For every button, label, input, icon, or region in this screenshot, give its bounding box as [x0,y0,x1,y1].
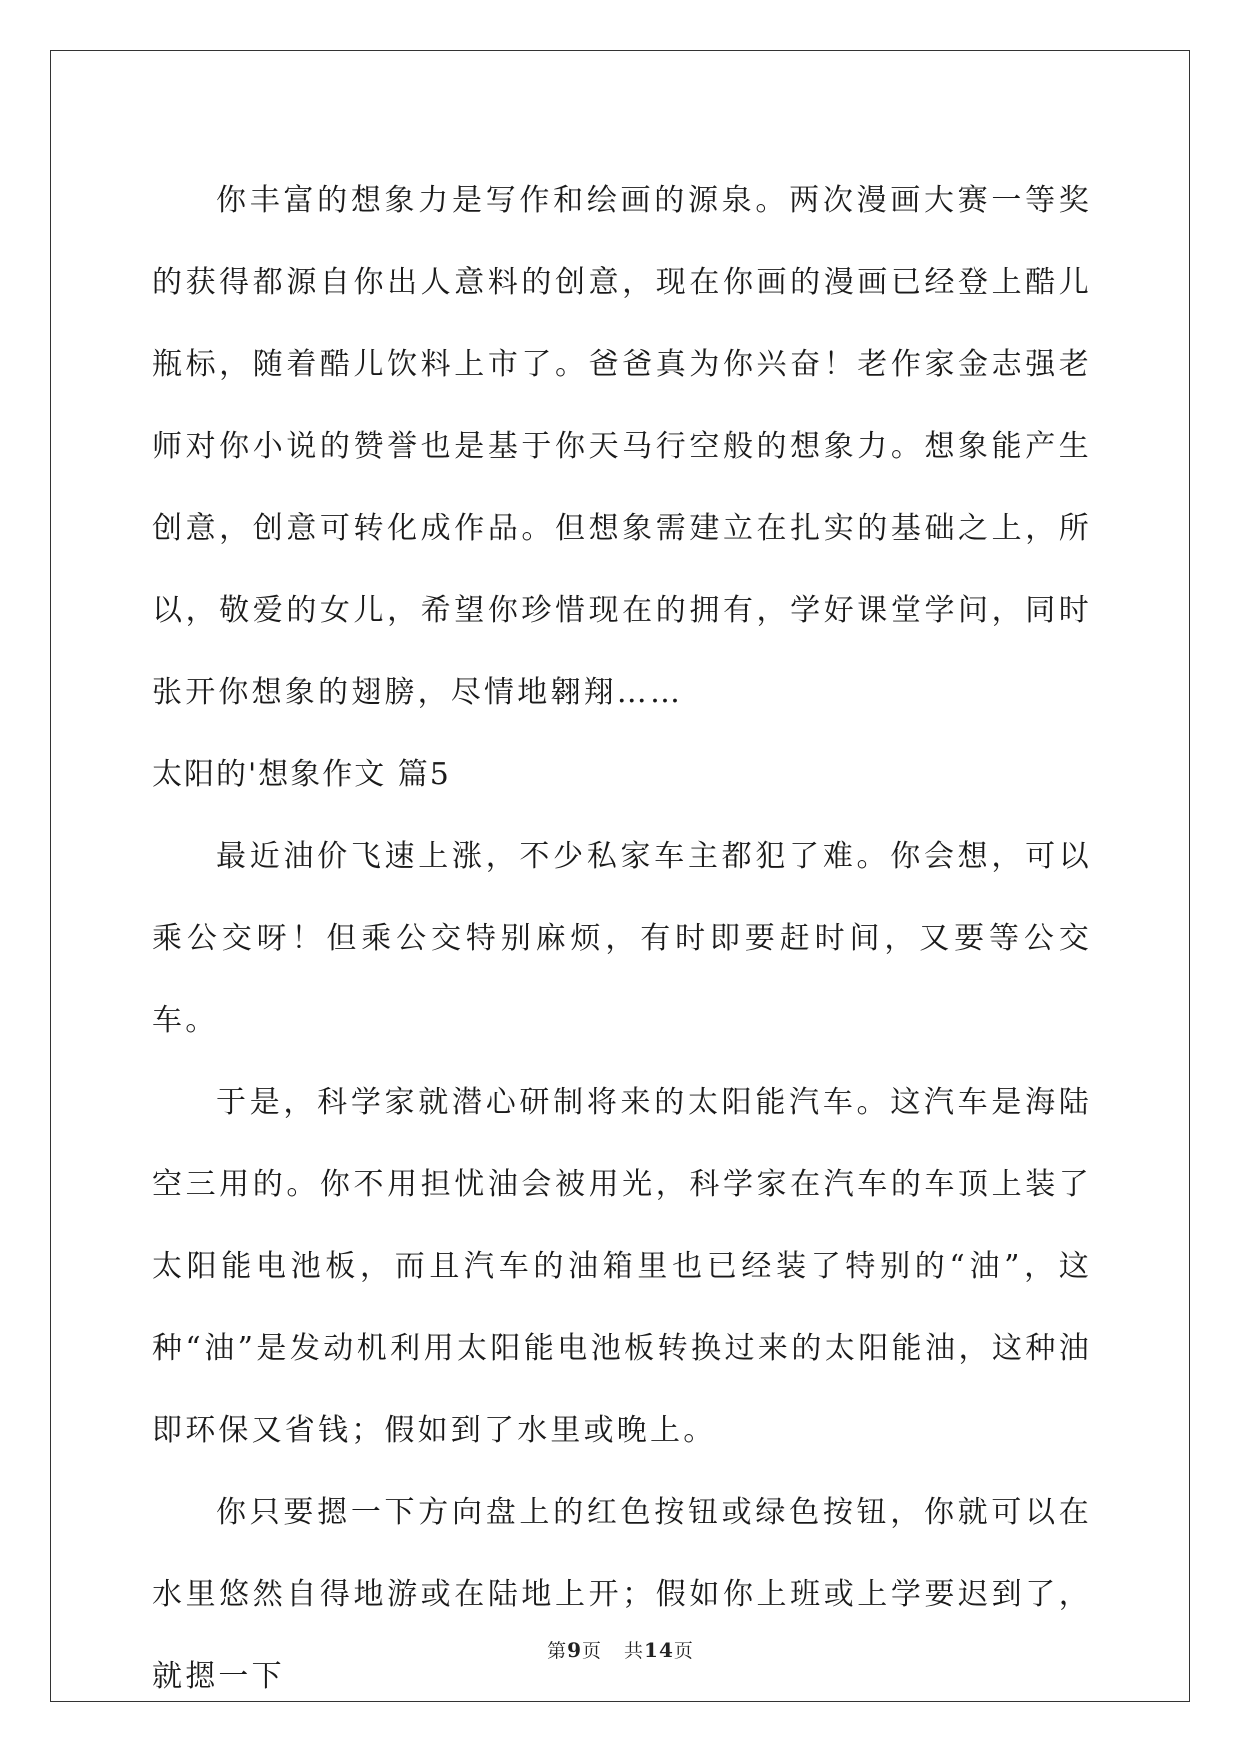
total-pages: 14 [644,1638,674,1662]
page-footer [0,1636,1241,1663]
paragraph-solar-car: 于是，科学家就潜心研制将来的太阳能汽车。这汽车是海陆空三用的。你不用担忧油会被用光，科学家在汽车的车顶上装了太阳能电池板，而且汽车的油箱里也已经装了特别的“油”，这种“油”是发动机利用太阳能电池板转换过来的太阳能油，这种油即环保又省钱；假如到了水里或晚上。 [152,1085,1092,1448]
document-body [152,160,1092,1718]
page-label-prefix: 第 [547,1640,568,1662]
total-label-prefix: 共 [624,1640,645,1662]
paragraph-oil-price: 最近油价飞速上涨，不少私家车主都犯了难。你会想，可以乘公交呀！但乘公交特别麻烦，有时即要赶时间，又要等公交车。 [152,839,1092,1038]
page-label-suffix: 页 [582,1640,603,1662]
paragraph-steering-button: 你只要摁一下方向盘上的红色按钮或绿色按钮，你就可以在水里悠然自得地游或在陆地上开；假如你上班或上学要迟到了，就摁一下 [152,1495,1092,1694]
total-label-suffix: 页 [673,1640,694,1662]
section-heading: 太阳的'想象作文 篇5 [152,757,451,792]
page-number: 9 [567,1638,583,1662]
paragraph-imagination: 你丰富的想象力是写作和绘画的源泉。两次漫画大赛一等奖的获得都源自你出人意料的创意，现在你画的漫画已经登上酷儿瓶标，随着酷儿饮料上市了。爸爸真为你兴奋！老作家金志强老师对你小说的赞誉也是基于你天马行空般的想象力。想象能产生创意，创意可转化成作品。但想象需建立在扎实的基础之上，所以，敬爱的女儿，希望你珍惜现在的拥有，学好课堂学问，同时张开你想象的翅膀，尽情地翱翔…… [152,183,1092,710]
